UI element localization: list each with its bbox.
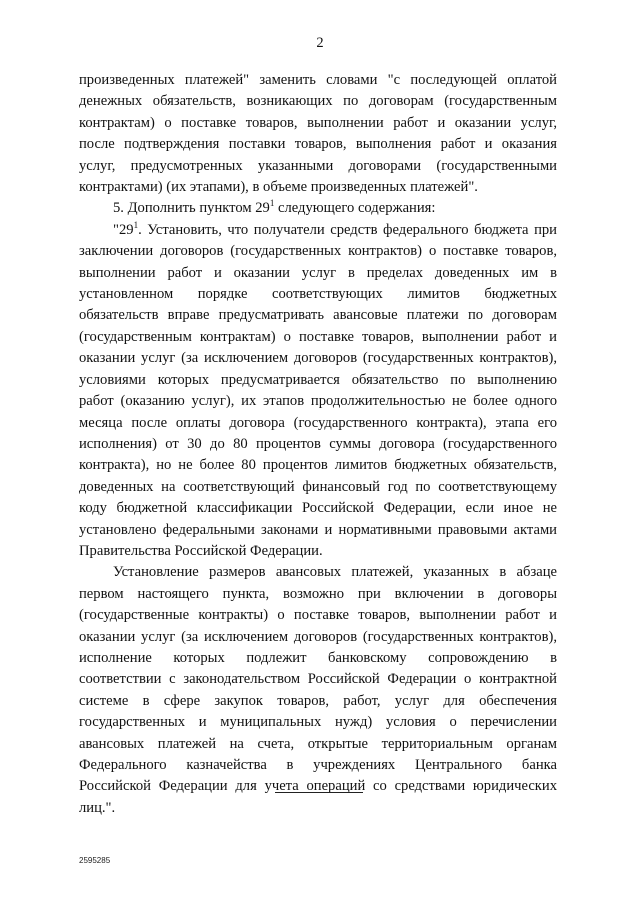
- superscript: 1: [133, 219, 139, 230]
- document-code: 2595285: [79, 856, 111, 865]
- text-line: коду бюджетной классификации Российской Федерации, если иное не: [79, 500, 557, 517]
- text-line: контракта), но не более 80 процентов лимитов бюджетных обязательств,: [79, 457, 557, 474]
- paragraph-point-29-1: [79, 220, 557, 563]
- text-line: исполнение которых подлежит банковскому сопровождению в: [79, 649, 557, 666]
- item-5-text: 5. Дополнить пунктом 29: [113, 200, 270, 217]
- point-first-line: . Установить, что получатели средств федерального бюджета при: [138, 221, 557, 238]
- item-5-tail: следующего содержания:: [274, 200, 436, 217]
- text-line: после подтверждения поставки товаров, выполнения работ и оказания: [79, 136, 557, 153]
- closing-rule-divider: [275, 792, 363, 793]
- point-lead: "29: [113, 221, 134, 238]
- text-line: Установление размеров авансовых платежей, указанных в абзаце: [113, 564, 557, 581]
- text-line: контрактами) (их этапами), в объеме произведенных платежей".: [79, 179, 478, 196]
- paragraph-advance-payments: [79, 562, 557, 819]
- text-line: услуг, предусмотренных указанными договорами (государственными: [79, 157, 557, 174]
- text-line: контрактам) о поставке товаров, выполнении работ и оказании услуг,: [79, 114, 557, 131]
- paragraph-item-5: [79, 198, 557, 219]
- text-line: заключении договоров (государственных контрактов) о поставке товаров,: [79, 243, 557, 260]
- page-number: 2: [316, 35, 324, 51]
- text-line: государственных и муниципальных нужд) условия о перечислении: [79, 714, 557, 731]
- text-line: [79, 220, 557, 241]
- text-line: денежных обязательств, возникающих по договорам (государственным: [79, 93, 557, 110]
- text-line: лиц.".: [79, 799, 116, 816]
- superscript: 1: [269, 198, 275, 209]
- text-line: месяца после оплаты договора (государственного контракта), этапа его: [79, 414, 557, 431]
- text-line: (государственным контрактам) о поставке товаров, выполнении работ и: [79, 328, 557, 345]
- text-line: установлено федеральными законами и нормативными правовыми актами: [79, 521, 557, 538]
- text-line: исполнения) от 30 до 80 процентов суммы договора (государственного: [79, 435, 557, 452]
- text-line: обязательств вправе предусматривать авансовые платежи по договорам: [79, 307, 557, 324]
- text-line: (государственные контракты) о поставке товаров, выполнении работ и: [79, 607, 557, 624]
- text-line: оказании услуг (за исключением договоров (государственных контрактов),: [79, 350, 557, 367]
- text-line: оказании услуг (за исключением договоров (государственных контрактов),: [79, 628, 557, 645]
- text-line: авансовых платежей на счета, открытые территориальным органам: [79, 735, 557, 752]
- document-body: [79, 70, 557, 819]
- text-line: системе в сфере закупок товаров, работ, услуг для обеспечения: [79, 692, 557, 709]
- text-line: установленном порядке соответствующих лимитов бюджетных: [79, 286, 557, 303]
- text-line: произведенных платежей" заменить словами "с последующей оплатой: [79, 72, 557, 88]
- text-line: работ (оказанию услуг), их этапов продолжительностью не более одного: [79, 393, 557, 410]
- text-line: Федерального казначейства в учреждениях Центрального банка: [79, 757, 557, 773]
- text-line: Российской Федерации для учета операций со средствами юридических: [79, 778, 557, 795]
- paragraph-replacement-text: [79, 70, 557, 198]
- text-line: доведенных на соответствующий финансовый год по соответствующему: [79, 478, 557, 495]
- text-line: соответствии с законодательством Российской Федерации о контрактной: [79, 671, 557, 688]
- text-line: Правительства Российской Федерации.: [79, 542, 323, 559]
- text-line: выполнении работ и оказании услуг в пределах доведенных им в: [79, 264, 557, 281]
- text-line: первом настоящего пункта, возможно при включении в договоры: [79, 585, 557, 602]
- text-line: условиями которых предусматривается обязательство по выполнению: [79, 371, 557, 388]
